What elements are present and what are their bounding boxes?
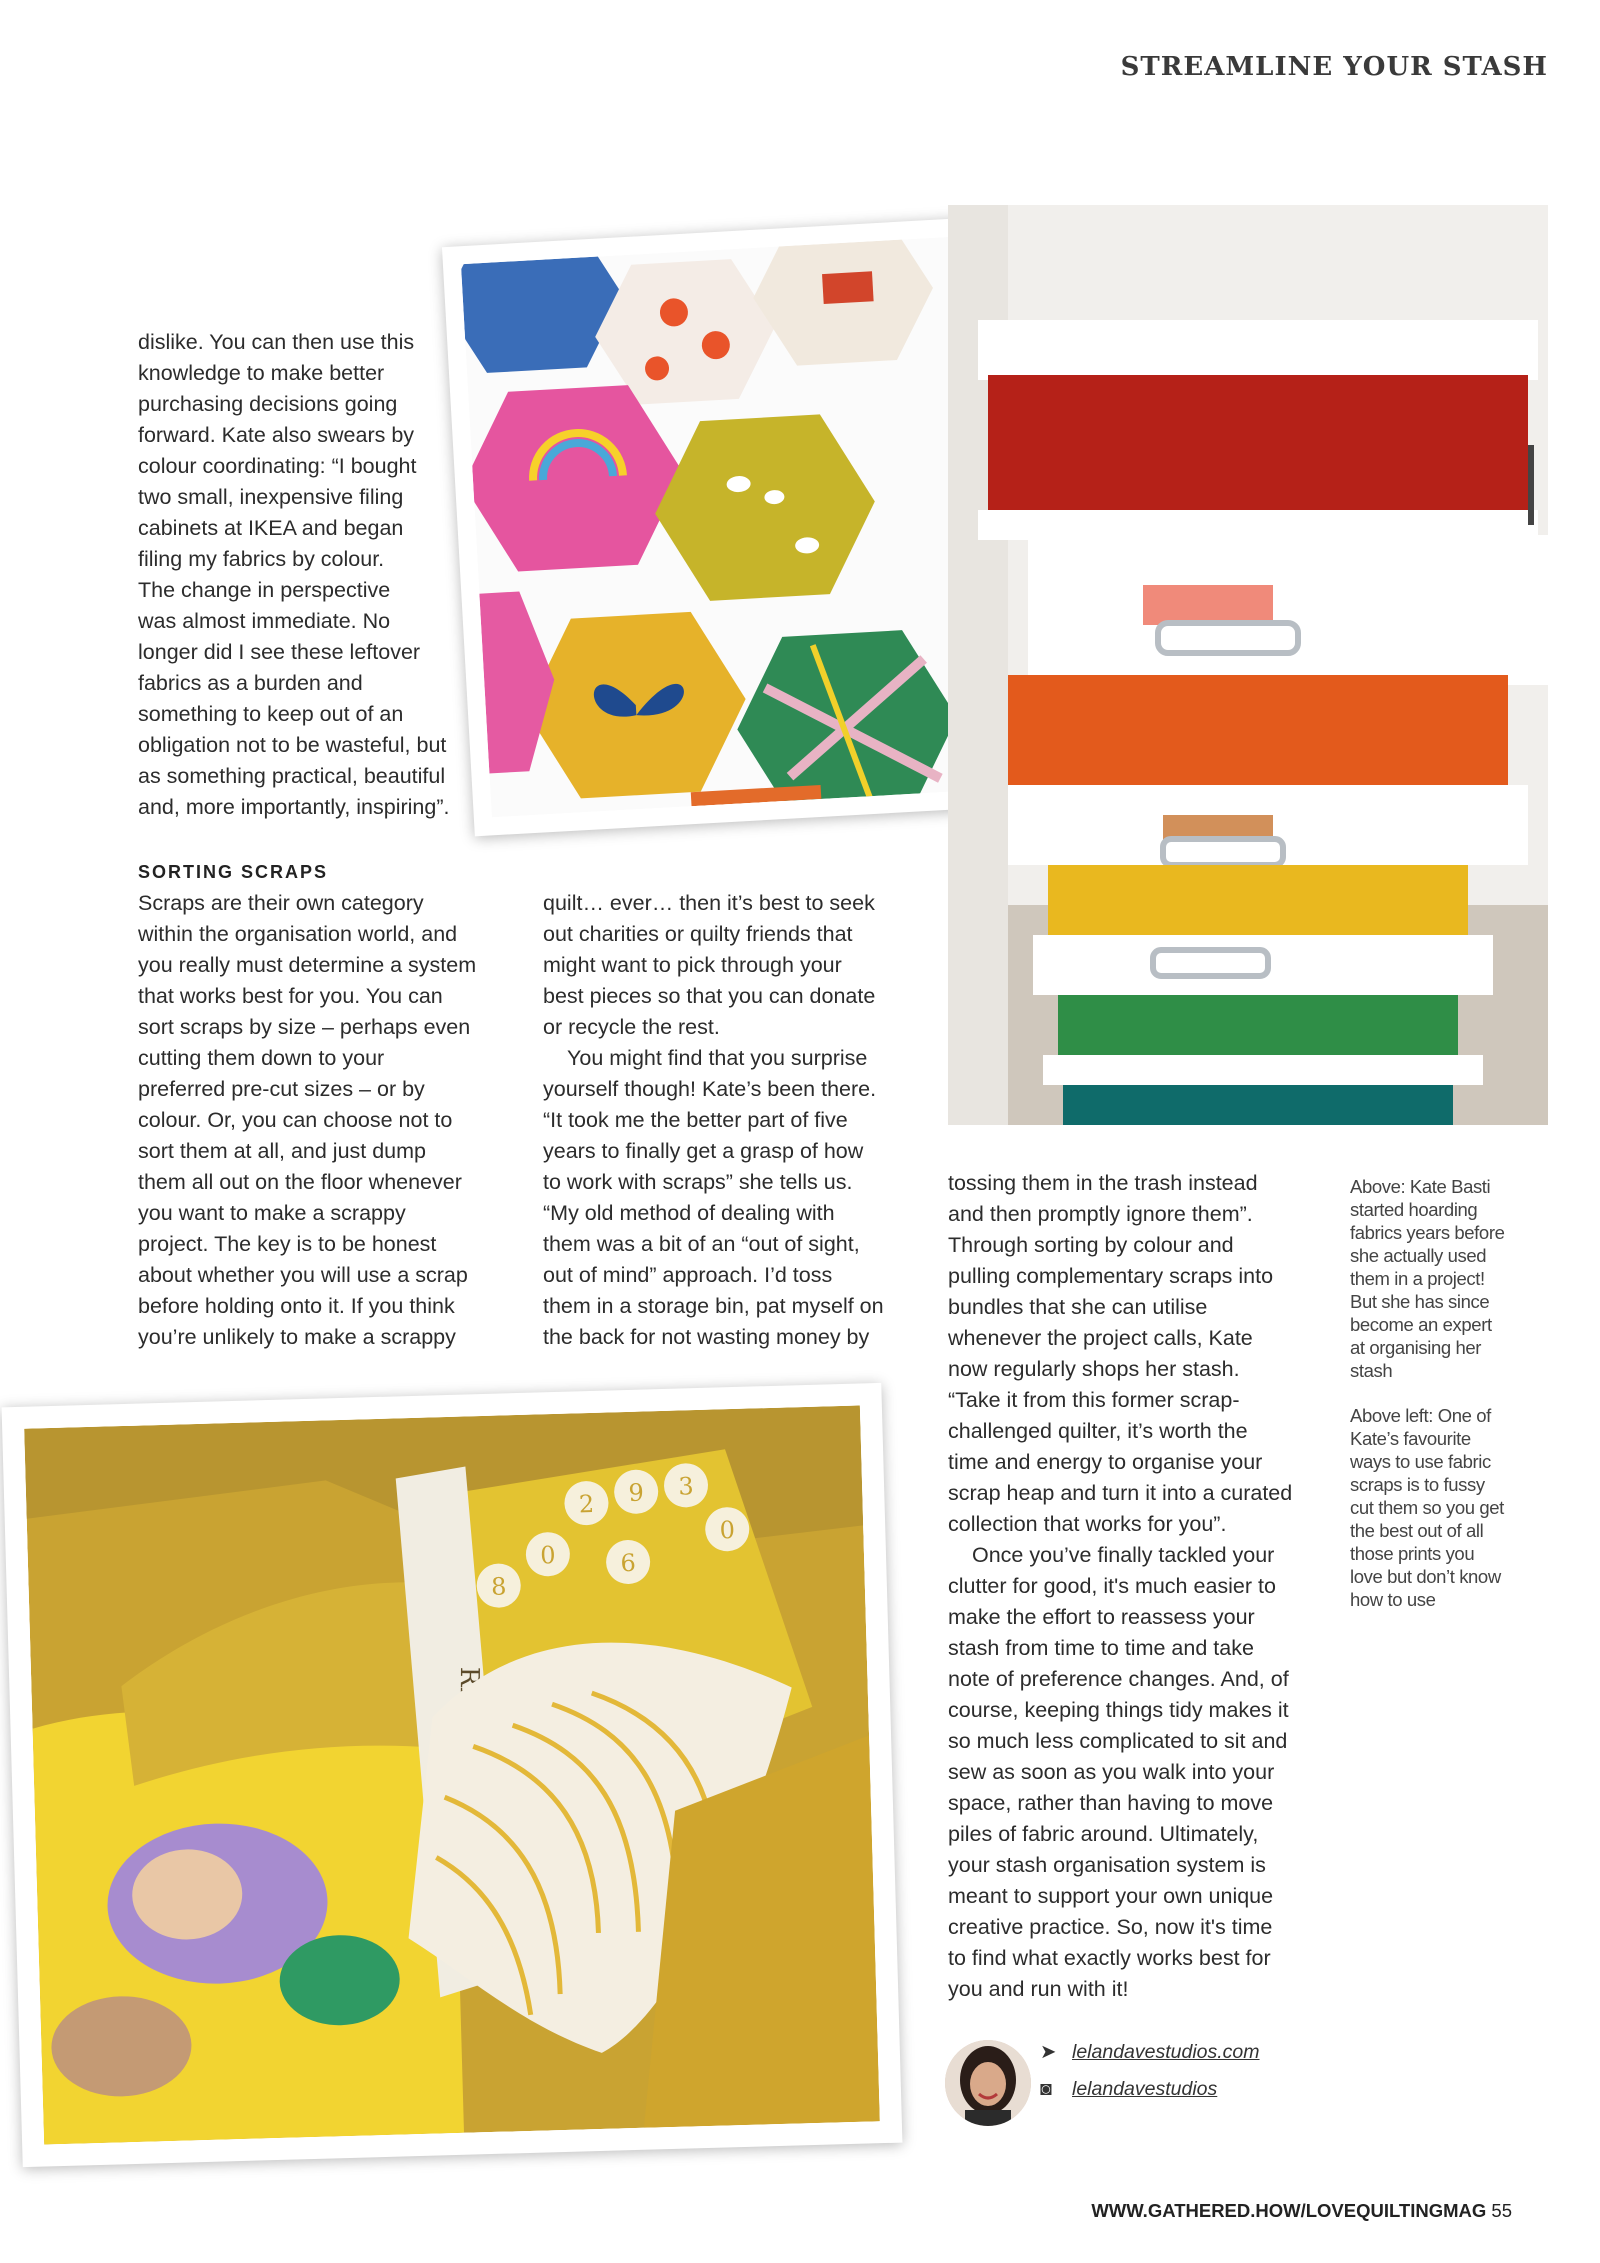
- column-3-line: meant to support your own unique: [948, 1884, 1274, 1908]
- column-2-line: the back for not wasting money by: [543, 1325, 870, 1349]
- column-1-line: you’re unlikely to make a scrappy: [138, 1325, 456, 1349]
- column-3-line: stash from time to time and take: [948, 1636, 1254, 1660]
- column-3-line: Through sorting by colour and: [948, 1233, 1234, 1257]
- column-3-line: course, keeping things tidy makes it: [948, 1698, 1289, 1722]
- column-3-line: note of preference changes. And, of: [948, 1667, 1289, 1691]
- column-3-line: to find what exactly works best for: [948, 1946, 1271, 1970]
- author-avatar: [945, 2040, 1031, 2126]
- column-1-line: before holding onto it. If you think: [138, 1294, 455, 1318]
- body-column-3: [948, 1168, 1333, 2005]
- column-3-line: scrap heap and turn it into a curated: [948, 1481, 1293, 1505]
- column-3-line: sew as soon as you walk into your: [948, 1760, 1275, 1784]
- intro-line: filing my fabrics by colour.: [138, 547, 385, 571]
- drawer-illustration: [948, 205, 1548, 1125]
- column-1-line: Scraps are their own category: [138, 891, 424, 915]
- intro-line: dislike. You can then use this: [138, 330, 415, 354]
- column-2-line: years to finally get a grasp of how: [543, 1139, 864, 1163]
- intro-line: two small, inexpensive filing: [138, 485, 404, 509]
- yellow-scraps-photo: [2, 1383, 903, 2167]
- intro-line: longer did I see these leftover: [138, 640, 421, 664]
- intro-line: knowledge to make better: [138, 361, 385, 385]
- intro-line: cabinets at IKEA and began: [138, 516, 404, 540]
- number-dot-label: 6: [620, 1548, 637, 1578]
- column-1-line: preferred pre-cut sizes – or by: [138, 1077, 425, 1101]
- section-heading: SORTING SCRAPS: [138, 862, 329, 882]
- column-3-line: piles of fabric around. Ultimately,: [948, 1822, 1259, 1846]
- column-2-line: “It took me the better part of five: [543, 1108, 848, 1132]
- body-column-2: [543, 888, 928, 1353]
- intro-line: The change in perspective: [138, 578, 391, 602]
- column-3-line: challenged quilter, it’s worth the: [948, 1419, 1248, 1443]
- column-3-line: space, rather than having to move: [948, 1791, 1274, 1815]
- column-1-line: sort scraps by size – perhaps even: [138, 1015, 471, 1039]
- column-2-line: quilt… ever… then it’s best to seek: [543, 891, 875, 915]
- column-3-line: creative practice. So, now it's time: [948, 1915, 1273, 1939]
- intro-line: something to keep out of an: [138, 702, 404, 726]
- intro-line: as something practical, beautiful: [138, 764, 446, 788]
- instagram-icon: ◙: [1040, 2078, 1052, 2100]
- number-dot-label: 0: [539, 1541, 556, 1570]
- intro-line: and, more importantly, inspiring”.: [138, 795, 450, 819]
- intro-line: colour coordinating: “I bought: [138, 454, 417, 478]
- column-3-line: time and energy to organise your: [948, 1450, 1263, 1474]
- column-2-line: out of mind” approach. I’d toss: [543, 1263, 833, 1287]
- intro-line: fabrics as a burden and: [138, 671, 363, 695]
- column-2-line: You might find that you surprise: [567, 1046, 868, 1070]
- footer-url: WWW.GATHERED.HOW/LOVEQUILTINGMAG: [1091, 2200, 1487, 2221]
- number-dot-label: 2: [578, 1489, 595, 1519]
- drawer-red: [988, 375, 1528, 525]
- number-dot-label: 9: [628, 1478, 645, 1507]
- intro-line: forward. Kate also swears by: [138, 423, 415, 447]
- column-2-line: best pieces so that you can donate: [543, 984, 876, 1008]
- instagram-link-text: lelandavestudios: [1072, 2078, 1218, 2100]
- column-2-line: yourself though! Kate’s been there.: [543, 1077, 877, 1101]
- intro-column: [138, 327, 498, 823]
- column-3-line: bundles that she can utilise: [948, 1295, 1208, 1319]
- intro-line: was almost immediate. No: [138, 609, 391, 633]
- column-3-line: so much less complicated to sit and: [948, 1729, 1288, 1753]
- column-1-line: that works best for you. You can: [138, 984, 443, 1008]
- number-dot-label: 8: [490, 1572, 507, 1601]
- instagram-link[interactable]: [1040, 2078, 1217, 2101]
- column-1-line: them all out on the floor whenever: [138, 1170, 462, 1194]
- hexagon-fabric-photo: [442, 218, 1004, 837]
- page-number: 55: [1491, 2200, 1512, 2221]
- column-3-line: make the effort to reassess your: [948, 1605, 1255, 1629]
- running-header: STREAMLINE YOUR STASH: [1120, 52, 1548, 82]
- column-3-line: Once you’ve finally tackled your: [972, 1543, 1275, 1567]
- column-1-line: you want to make a scrappy: [138, 1201, 406, 1225]
- photo-captions: [1350, 1175, 1510, 1633]
- website-link[interactable]: [1040, 2040, 1260, 2064]
- intro-line: obligation not to be wasteful, but: [138, 733, 447, 757]
- column-1-line: colour. Or, you can choose not to: [138, 1108, 453, 1132]
- column-3-line: whenever the project calls, Kate: [948, 1326, 1253, 1350]
- column-1-line: about whether you will use a scrap: [138, 1263, 468, 1287]
- column-3-line: “Take it from this former scrap-: [948, 1388, 1240, 1412]
- column-1-line: within the organisation world, and: [138, 922, 458, 946]
- body-column-1: [138, 888, 518, 1353]
- column-3-line: and then promptly ignore them”.: [948, 1202, 1253, 1226]
- column-2-line: out charities or quilty friends that: [543, 922, 853, 946]
- avatar-illustration: [945, 2040, 1031, 2126]
- scraps-illustration: [24, 1405, 880, 2144]
- column-2-line: “My old method of dealing with: [543, 1201, 835, 1225]
- column-3-line: collection that works for you”.: [948, 1512, 1227, 1536]
- column-3-line: your stash organisation system is: [948, 1853, 1266, 1877]
- column-3-line: you and run with it!: [948, 1977, 1129, 2001]
- column-1-line: cutting them down to your: [138, 1046, 385, 1070]
- number-dot-label: 3: [678, 1472, 695, 1501]
- column-1-line: sort them at all, and just dump: [138, 1139, 427, 1163]
- cursor-arrow-icon: ➤: [1040, 2041, 1057, 2063]
- number-dot-label: 0: [719, 1516, 736, 1545]
- column-3-line: now regularly shops her stash.: [948, 1357, 1240, 1381]
- column-1-line: you really must determine a system: [138, 953, 477, 977]
- intro-line: purchasing decisions going: [138, 392, 398, 416]
- drawer-cabinet-photo: [948, 205, 1548, 1125]
- column-1-line: project. The key is to be honest: [138, 1232, 437, 1256]
- column-2-line: them in a storage bin, pat myself on: [543, 1294, 884, 1318]
- column-3-line: tossing them in the trash instead: [948, 1171, 1258, 1195]
- column-3-line: clutter for good, it's much easier to: [948, 1574, 1276, 1598]
- drawer-teal: [1063, 1085, 1453, 1125]
- caption-above-left: Above left: One of Kate’s favourite ways to use fabric scraps is to fussy cut them so you get the best out of all those prints you love but don’t know how to use: [1350, 1405, 1504, 1610]
- column-2-line: or recycle the rest.: [543, 1015, 720, 1039]
- page-footer: [1091, 2200, 1512, 2222]
- hexagon-illustration: [461, 237, 985, 818]
- caption-above: Above: Kate Basti started hoarding fabrics years before she actually used them in a project! But she has since become an expert at organising her stash: [1350, 1176, 1505, 1381]
- column-2-line: to work with scraps” she tells us.: [543, 1170, 853, 1194]
- column-3-line: pulling complementary scraps into: [948, 1264, 1274, 1288]
- column-2-line: them was a bit of an “out of sight,: [543, 1232, 860, 1256]
- column-2-line: might want to pick through your: [543, 953, 842, 977]
- website-link-text: lelandavestudios.com: [1072, 2041, 1260, 2063]
